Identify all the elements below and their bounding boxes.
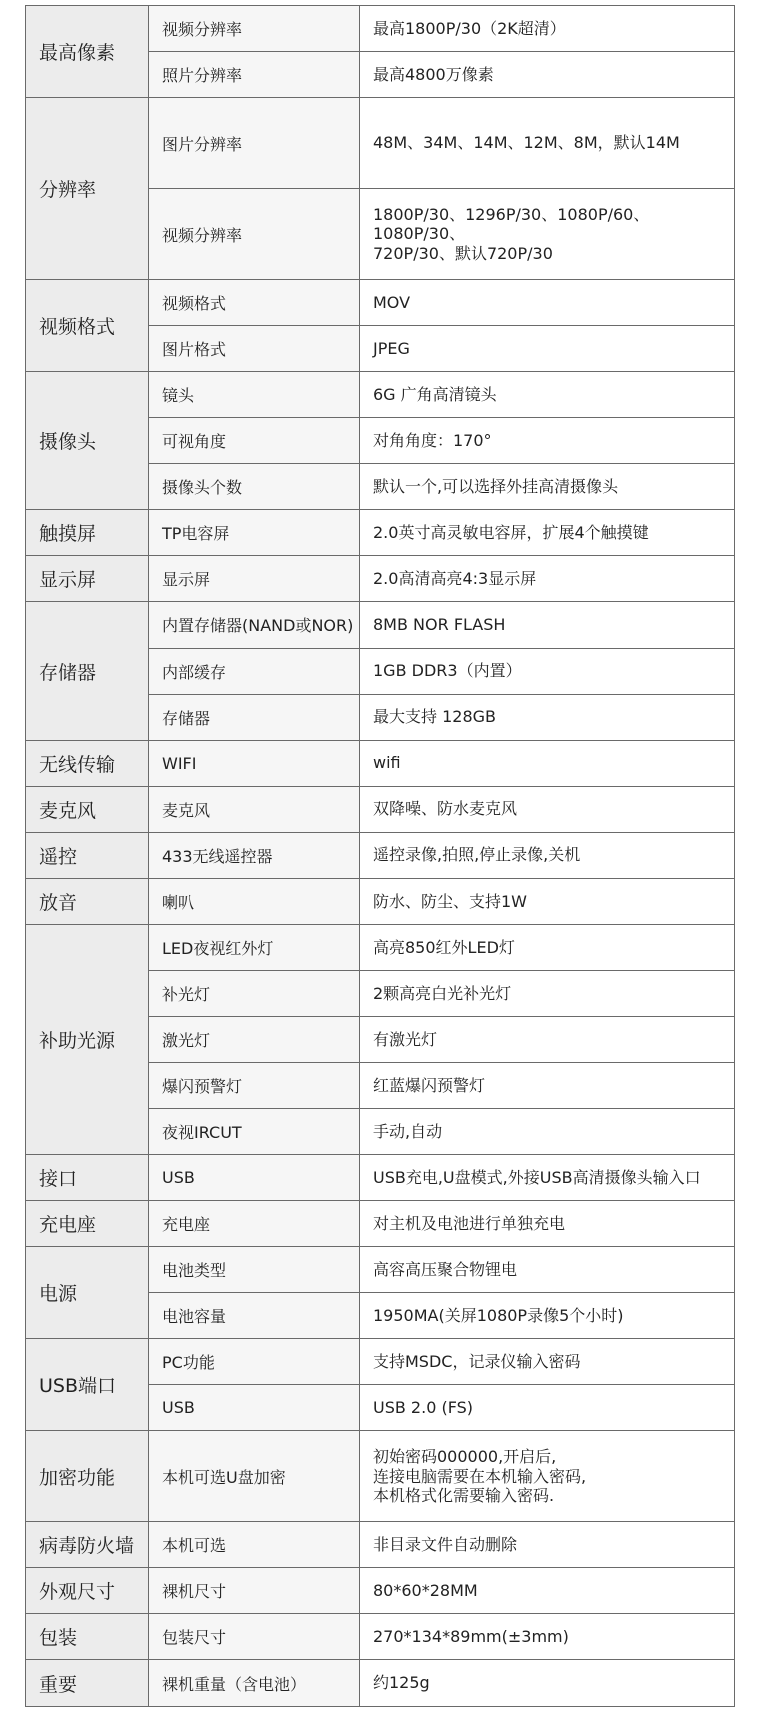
spec-item-value: USB 2.0 (FS) xyxy=(360,1385,735,1431)
spec-item-value: 非目录文件自动删除 xyxy=(360,1522,735,1568)
spec-item-label: 喇叭 xyxy=(149,878,360,924)
spec-item-value: 手动,自动 xyxy=(360,1108,735,1154)
spec-row xyxy=(26,786,735,832)
spec-table-body xyxy=(26,6,735,1707)
spec-item-value: 有激光灯 xyxy=(360,1016,735,1062)
spec-item-value: JPEG xyxy=(360,326,735,372)
spec-category: 重要 xyxy=(26,1660,149,1707)
spec-value-line: 本机格式化需要输入密码. xyxy=(373,1486,555,1506)
spec-item-label: TP电容屏 xyxy=(149,510,360,556)
spec-item-value: 2.0英寸高灵敏电容屏，扩展4个触摸键 xyxy=(360,510,735,556)
spec-item-value: 8MB NOR FLASH xyxy=(360,602,735,648)
spec-row xyxy=(26,556,735,602)
spec-item-label: 激光灯 xyxy=(149,1016,360,1062)
spec-item-value: 48M、34M、14M、12M、8M，默认14M xyxy=(360,98,735,189)
spec-row xyxy=(26,1522,735,1568)
spec-category: 包装 xyxy=(26,1614,149,1660)
spec-category: 分辨率 xyxy=(26,98,149,280)
spec-item-label: 摄像头个数 xyxy=(149,464,360,510)
spec-item-label: 本机可选 xyxy=(149,1522,360,1568)
spec-item-value: 双降噪、防水麦克风 xyxy=(360,786,735,832)
spec-item-label: 爆闪预警灯 xyxy=(149,1062,360,1108)
spec-item-label: LED夜视红外灯 xyxy=(149,924,360,970)
spec-item-label: WIFI xyxy=(149,740,360,786)
spec-item-label: 裸机重量（含电池） xyxy=(149,1660,360,1707)
spec-category: 无线传输 xyxy=(26,740,149,786)
spec-row xyxy=(26,878,735,924)
spec-category: 充电座 xyxy=(26,1201,149,1247)
spec-item-label: 本机可选U盘加密 xyxy=(149,1431,360,1522)
spec-item-value xyxy=(360,189,735,280)
spec-item-value: 遥控录像,拍照,停止录像,关机 xyxy=(360,832,735,878)
spec-item-value: 默认一个,可以选择外挂高清摄像头 xyxy=(360,464,735,510)
spec-value-line: 初始密码000000,开启后, xyxy=(373,1447,557,1467)
spec-row xyxy=(26,372,735,418)
spec-item-label: 补光灯 xyxy=(149,970,360,1016)
spec-item-label: 可视角度 xyxy=(149,418,360,464)
spec-category: 摄像头 xyxy=(26,372,149,510)
spec-item-label: 内置存储器(NAND或NOR) xyxy=(149,602,360,648)
spec-category: 显示屏 xyxy=(26,556,149,602)
spec-category: USB端口 xyxy=(26,1339,149,1431)
spec-item-value: 1GB DDR3（内置） xyxy=(360,648,735,694)
spec-item-value: 红蓝爆闪预警灯 xyxy=(360,1062,735,1108)
spec-item-label: USB xyxy=(149,1155,360,1201)
spec-row xyxy=(26,740,735,786)
spec-category: 加密功能 xyxy=(26,1431,149,1522)
spec-category: 视频格式 xyxy=(26,280,149,372)
spec-category: 电源 xyxy=(26,1247,149,1339)
spec-item-label: 充电座 xyxy=(149,1201,360,1247)
spec-row xyxy=(26,6,735,52)
spec-item-label: 裸机尺寸 xyxy=(149,1568,360,1614)
spec-item-label: 内部缓存 xyxy=(149,648,360,694)
spec-item-value: 对角角度：170° xyxy=(360,418,735,464)
spec-item-label: 视频分辨率 xyxy=(149,6,360,52)
spec-category: 病毒防火墙 xyxy=(26,1522,149,1568)
spec-category: 接口 xyxy=(26,1155,149,1201)
spec-item-value: MOV xyxy=(360,280,735,326)
spec-row xyxy=(26,1614,735,1660)
spec-row xyxy=(26,1339,735,1385)
spec-value-line: 720P/30、默认720P/30 xyxy=(373,243,553,263)
spec-row xyxy=(26,1155,735,1201)
spec-item-value: 80*60*28MM xyxy=(360,1568,735,1614)
spec-category: 外观尺寸 xyxy=(26,1568,149,1614)
spec-item-label: 夜视IRCUT xyxy=(149,1108,360,1154)
spec-value-line: 1800P/30、1296P/30、1080P/60、1080P/30、 xyxy=(373,204,650,244)
spec-item-label: 433无线遥控器 xyxy=(149,832,360,878)
spec-item-value: 2.0高清高亮4:3显示屏 xyxy=(360,556,735,602)
spec-category: 存储器 xyxy=(26,602,149,740)
spec-item-value: 高容高压聚合物锂电 xyxy=(360,1247,735,1293)
spec-item-value: USB充电,U盘模式,外接USB高清摄像头输入口 xyxy=(360,1155,735,1201)
spec-item-value: 2颗高亮白光补光灯 xyxy=(360,970,735,1016)
spec-item-label: 视频分辨率 xyxy=(149,189,360,280)
spec-item-label: 图片分辨率 xyxy=(149,98,360,189)
spec-item-value: 约125g xyxy=(360,1660,735,1707)
spec-table xyxy=(25,5,735,1707)
spec-row xyxy=(26,510,735,556)
spec-row xyxy=(26,602,735,648)
spec-item-label: 麦克风 xyxy=(149,786,360,832)
spec-category: 麦克风 xyxy=(26,786,149,832)
spec-item-value: 对主机及电池进行单独充电 xyxy=(360,1201,735,1247)
spec-category: 触摸屏 xyxy=(26,510,149,556)
spec-item-label: 显示屏 xyxy=(149,556,360,602)
spec-item-label: 存储器 xyxy=(149,694,360,740)
spec-item-label: 包装尺寸 xyxy=(149,1614,360,1660)
spec-item-value: 6G 广角高清镜头 xyxy=(360,372,735,418)
spec-row xyxy=(26,1247,735,1293)
spec-category: 补助光源 xyxy=(26,924,149,1154)
spec-item-label: 镜头 xyxy=(149,372,360,418)
spec-row xyxy=(26,924,735,970)
spec-item-value: 支持MSDC，记录仪输入密码 xyxy=(360,1339,735,1385)
spec-item-label: USB xyxy=(149,1385,360,1431)
spec-item-label: 电池容量 xyxy=(149,1293,360,1339)
spec-row xyxy=(26,1431,735,1522)
spec-category: 放音 xyxy=(26,878,149,924)
spec-row xyxy=(26,98,735,189)
spec-item-value: wifi xyxy=(360,740,735,786)
spec-value-line: 连接电脑需要在本机输入密码, xyxy=(373,1466,587,1486)
spec-item-value: 1950MA(关屏1080P录像5个小时) xyxy=(360,1293,735,1339)
spec-item-label: PC功能 xyxy=(149,1339,360,1385)
spec-item-label: 电池类型 xyxy=(149,1247,360,1293)
spec-row xyxy=(26,280,735,326)
spec-item-label: 图片格式 xyxy=(149,326,360,372)
spec-item-value: 最高4800万像素 xyxy=(360,52,735,98)
spec-item-value: 最高1800P/30（2K超清） xyxy=(360,6,735,52)
spec-category: 最高像素 xyxy=(26,6,149,98)
spec-item-value: 最大支持 128GB xyxy=(360,694,735,740)
spec-item-value: 高亮850红外LED灯 xyxy=(360,924,735,970)
spec-item-label: 照片分辨率 xyxy=(149,52,360,98)
spec-item-label: 视频格式 xyxy=(149,280,360,326)
spec-category: 遥控 xyxy=(26,832,149,878)
spec-item-value xyxy=(360,1431,735,1522)
spec-row xyxy=(26,1201,735,1247)
spec-item-value: 防水、防尘、支持1W xyxy=(360,878,735,924)
spec-row xyxy=(26,1568,735,1614)
spec-row xyxy=(26,832,735,878)
spec-item-value: 270*134*89mm(±3mm) xyxy=(360,1614,735,1660)
spec-row xyxy=(26,1660,735,1707)
